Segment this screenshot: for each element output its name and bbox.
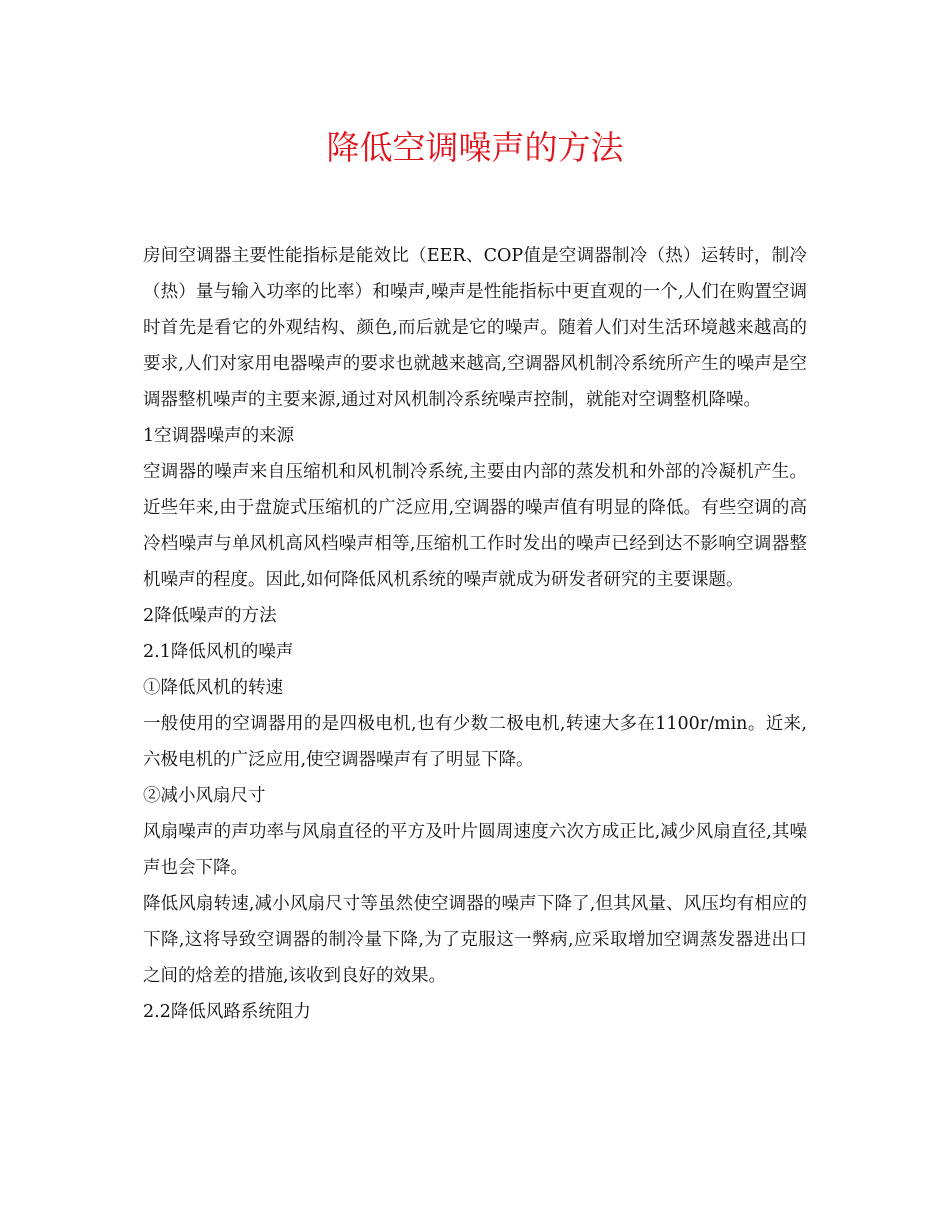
intro-paragraph: 房间空调器主要性能指标是能效比（EER、COP值是空调器制冷（热）运转时，制冷（热）量与输入功率的比率）和噪声,噪声是性能指标中更直观的一个,人们在购置空调时首先是看它的外观结构、颜色,而后就是它的噪声。随着人们对生活环境越来越高的要求,人们对家用电器噪声的要求也就越来越高,空调器风机制冷系统所产生的噪声是空调器整机噪声的主要来源,通过对风机制冷系统噪声控制，就能对空调整机降噪。 (143, 246, 807, 410)
section-1-paragraph: 空调器的噪声来自压缩机和风机制冷系统,主要由内部的蒸发机和外部的冷凝机产生。近些年来,由于盘旋式压缩机的广泛应用,空调器的噪声值有明显的降低。有些空调的高冷档噪声与单风机高风档噪声相等,压缩机工作时发出的噪声已经到达不影响空调器整机噪声的程度。因此,如何降低风机系统的噪声就成为研发者研究的主要课题。 (143, 462, 807, 590)
subsection-heading-2-1: 2.1降低风机的噪声 (143, 642, 294, 662)
document-title: 降低空调噪声的方法 (326, 128, 624, 167)
subsection-heading-2-2: 2.2降低风路系统阻力 (143, 1002, 311, 1022)
item-heading-2: ②减小风扇尺寸 (143, 786, 266, 806)
section-heading-1: 1空调器噪声的来源 (143, 426, 295, 446)
summary-paragraph: 降低风扇转速,减小风扇尺寸等虽然使空调器的噪声下降了,但其风量、风压均有相应的下降,这将导致空调器的制冷量下降,为了克服这一弊病,应采取增加空调蒸发器进出口之间的焓差的措施,该收到良好的效果。 (143, 894, 807, 986)
item-2-paragraph: 风扇噪声的声功率与风扇直径的平方及叶片圆周速度六次方成正比,减少风扇直径,其噪声也会下降。 (143, 822, 807, 878)
item-heading-1: ①降低风机的转速 (143, 678, 283, 698)
document-body (143, 238, 807, 1030)
item-1-paragraph: 一般使用的空调器用的是四极电机,也有少数二极电机,转速大多在1100r/min。近来,六极电机的广泛应用,使空调器噪声有了明显下降。 (143, 714, 807, 770)
section-heading-2: 2降低噪声的方法 (143, 606, 277, 626)
